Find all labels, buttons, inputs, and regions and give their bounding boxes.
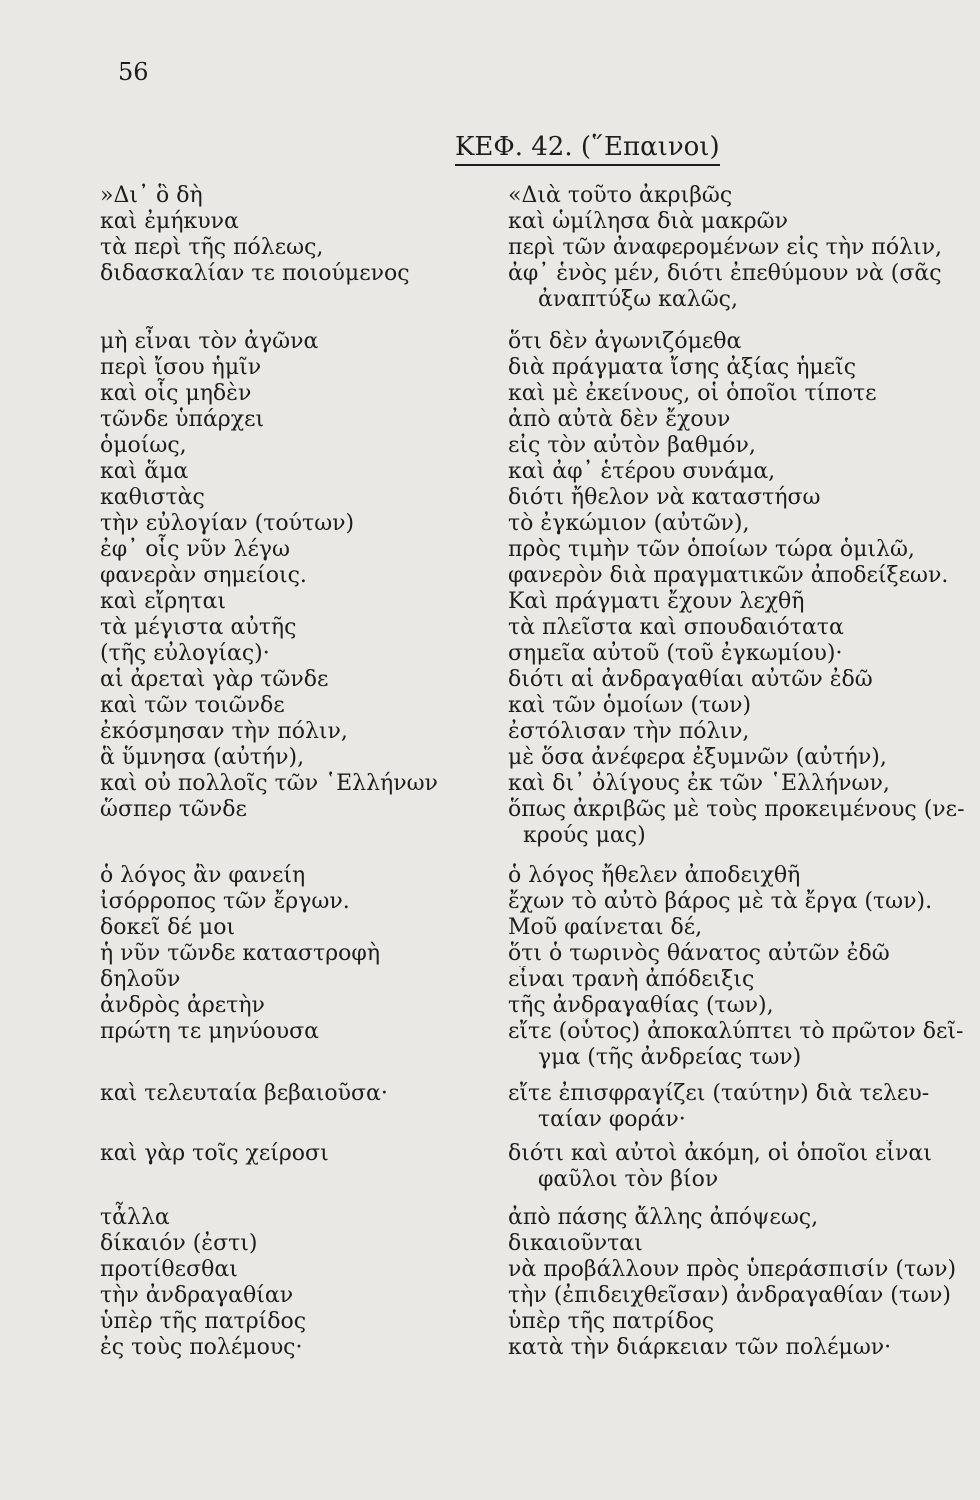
- ancient-text-line: ὁμοίως,: [100, 433, 187, 458]
- translation-text-line: καὶ ὡμίλησα διὰ μακρῶν: [508, 209, 788, 234]
- translation-text-line: κρούς μας): [523, 823, 646, 848]
- ancient-text-line: δοκεῖ δέ μοι: [100, 915, 236, 940]
- ancient-text-line: δηλοῦν: [100, 967, 181, 992]
- ancient-text-line: προτίθεσθαι: [100, 1257, 238, 1282]
- translation-text-line: καὶ ἀφ᾽ ἑτέρου συνάμα,: [508, 459, 776, 484]
- translation-text-line: διὰ πράγματα ἴσης ἀξίας ἡμεῖς: [508, 355, 857, 380]
- ancient-text-line: ὑπὲρ τῆς πατρίδος: [100, 1309, 307, 1334]
- ancient-text-line: περὶ ἴσου ἡμῖν: [100, 355, 262, 380]
- translation-text-line: διότι αἱ ἀνδραγαθίαι αὐτῶν ἐδῶ: [508, 667, 873, 692]
- translation-text-line: σημεῖα αὐτοῦ (τοῦ ἐγκωμίου)·: [508, 641, 843, 666]
- ancient-text-line: μὴ εἶναι τὸν ἀγῶνα: [100, 329, 319, 354]
- ancient-text-line: ἀνδρὸς ἀρετὴν: [100, 993, 265, 1018]
- ancient-text-line: ἰσόρροπος τῶν ἔργων.: [100, 889, 350, 914]
- translation-text-line: ὑπὲρ τῆς πατρίδος: [508, 1309, 715, 1334]
- ancient-text-line: ὥσπερ τῶνδε: [100, 797, 247, 822]
- translation-text-line: ἀφ᾽ ἑνὸς μέν, διότι ἐπεθύμουν νὰ (σᾶς: [508, 261, 942, 286]
- ancient-text-line: πρώτη τε μηνύουσα: [100, 1019, 319, 1044]
- translation-text-line: διότι καὶ αὐτοὶ ἀκόμη, οἱ ὁποῖοι εἶναι: [508, 1141, 932, 1166]
- ancient-text-line: τὴν ἀνδραγαθίαν: [100, 1283, 294, 1308]
- ancient-text-line: τῶνδε ὑπάρχει: [100, 407, 265, 432]
- translation-text-line: ἐστόλισαν τὴν πόλιν,: [508, 719, 750, 744]
- ancient-text-line: τἆλλα: [100, 1205, 170, 1230]
- translation-text-line: εἴτε (οὗτος) ἀποκαλύπτει τὸ πρῶτον δεῖ-: [508, 1019, 964, 1044]
- translation-text-line: εἴτε ἐπισφραγίζει (ταύτην) διὰ τελευ-: [508, 1081, 930, 1106]
- translation-text-line: πρὸς τιμὴν τῶν ὁποίων τώρα ὁμιλῶ,: [508, 537, 915, 562]
- ancient-text-line: ὁ λόγος ἂν φανείη: [100, 863, 306, 888]
- translation-text-line: ἀπὸ αὐτὰ δὲν ἔχουν: [508, 407, 731, 432]
- ancient-text-line: καὶ γὰρ τοῖς χείροσι: [100, 1141, 329, 1166]
- ancient-text-line: (τῆς εὐλογίας)·: [100, 641, 270, 666]
- ancient-text-line: διδασκαλίαν τε ποιούμενος: [100, 261, 410, 286]
- ancient-text-line: φανερὰν σημείοις.: [100, 563, 307, 588]
- translation-text-line: εἰς τὸν αὐτὸν βαθμόν,: [508, 433, 756, 458]
- ancient-text-line: καὶ οἷς μηδὲν: [100, 381, 252, 406]
- translation-text-line: Μοῦ φαίνεται δέ,: [508, 915, 703, 940]
- ancient-text-line: τὰ περὶ τῆς πόλεως,: [100, 235, 324, 260]
- ancient-text-line: καθιστὰς: [100, 485, 205, 510]
- translation-text-line: ὅτι ὁ τωρινὸς θάνατος αὐτῶν ἐδῶ: [508, 941, 890, 966]
- ancient-text-line: ἐκόσμησαν τὴν πόλιν,: [100, 719, 348, 744]
- translation-text-line: ὅπως ἀκριβῶς μὲ τοὺς προκειμένους (νε-: [508, 797, 965, 822]
- ancient-text-line: καὶ οὐ πολλοῖς τῶν ῾Ελλήνων: [100, 771, 438, 796]
- ancient-text-line: ἐς τοὺς πολέμους·: [100, 1335, 303, 1360]
- translation-text-line: καὶ δι᾽ ὀλίγους ἐκ τῶν ῾Ελλήνων,: [508, 771, 890, 796]
- translation-text-line: Καὶ πράγματι ἔχουν λεχθῆ: [508, 589, 805, 614]
- ancient-text-line: τὴν εὐλογίαν (τούτων): [100, 511, 355, 536]
- ancient-text-line: καὶ ἐμήκυνα: [100, 209, 239, 234]
- translation-text-line: τὰ πλεῖστα καὶ σπουδαιότατα: [508, 615, 844, 640]
- ancient-text-line: »Δι᾽ ὃ δὴ: [100, 183, 203, 208]
- translation-text-line: ταίαν φοράν·: [538, 1107, 686, 1132]
- translation-text-line: ἀπὸ πάσης ἄλλης ἀπόψεως,: [508, 1205, 819, 1230]
- ancient-text-line: καὶ τῶν τοιῶνδε: [100, 693, 285, 718]
- translation-text-line: καὶ μὲ ἐκείνους, οἱ ὁποῖοι τίποτε: [508, 381, 877, 406]
- translation-text-line: γμα (τῆς ἀνδρείας των): [538, 1045, 802, 1070]
- ancient-text-line: καὶ εἴρηται: [100, 589, 227, 614]
- ancient-text-line: ἃ ὕμνησα (αὐτήν),: [100, 745, 305, 770]
- chapter-heading: ΚΕΦ. 42. (῞Επαινοι): [455, 132, 720, 166]
- translation-text-line: μὲ ὅσα ἀνέφερα ἐξυμνῶν (αὐτήν),: [508, 745, 887, 770]
- translation-text-line: ἀναπτύξω καλῶς,: [538, 287, 738, 312]
- translation-text-line: καὶ τῶν ὁμοίων (των): [508, 693, 752, 718]
- ancient-text-line: ἐφ᾽ οἷς νῦν λέγω: [100, 537, 290, 562]
- ancient-text-line: καὶ ἅμα: [100, 459, 189, 484]
- translation-text-line: ὁ λόγος ἤθελεν ἀποδειχθῆ: [508, 863, 801, 888]
- ancient-text-line: τὰ μέγιστα αὐτῆς: [100, 615, 297, 640]
- translation-text-line: εἶναι τρανὴ ἀπόδειξις: [508, 967, 755, 992]
- ancient-text-line: δίκαιόν (ἐστι): [100, 1231, 258, 1256]
- translation-text-line: «Διὰ τοῦτο ἀκριβῶς: [508, 183, 733, 208]
- ancient-text-line: καὶ τελευταία βεβαιοῦσα·: [100, 1081, 388, 1106]
- translation-text-line: κατὰ τὴν διάρκειαν τῶν πολέμων·: [508, 1335, 892, 1360]
- ancient-text-line: αἱ ἀρεταὶ γὰρ τῶνδε: [100, 667, 329, 692]
- translation-text-line: τῆς ἀνδραγαθίας (των),: [508, 993, 774, 1018]
- translation-text-line: δικαιοῦνται: [508, 1231, 643, 1256]
- page-number: 56: [118, 58, 149, 86]
- translation-text-line: διότι ἤθελον νὰ καταστήσω: [508, 485, 821, 510]
- translation-text-line: ὅτι δὲν ἀγωνιζόμεθα: [508, 329, 742, 354]
- translation-text-line: νὰ προβάλλουν πρὸς ὑπεράσπισίν (των): [508, 1257, 957, 1282]
- translation-text-line: ἔχων τὸ αὐτὸ βάρος μὲ τὰ ἔργα (των).: [508, 889, 933, 914]
- translation-text-line: περὶ τῶν ἀναφερομένων εἰς τὴν πόλιν,: [508, 235, 943, 260]
- ancient-text-line: ἡ νῦν τῶνδε καταστροφὴ: [100, 941, 380, 966]
- translation-text-line: φανερὸν διὰ πραγματικῶν ἀποδείξεων.: [508, 563, 949, 588]
- translation-text-line: φαῦλοι τὸν βίον: [538, 1167, 719, 1192]
- translation-text-line: τὸ ἐγκώμιον (αὐτῶν),: [508, 511, 750, 536]
- translation-text-line: τὴν (ἐπιδειχθεῖσαν) ἀνδραγαθίαν (των): [508, 1283, 951, 1308]
